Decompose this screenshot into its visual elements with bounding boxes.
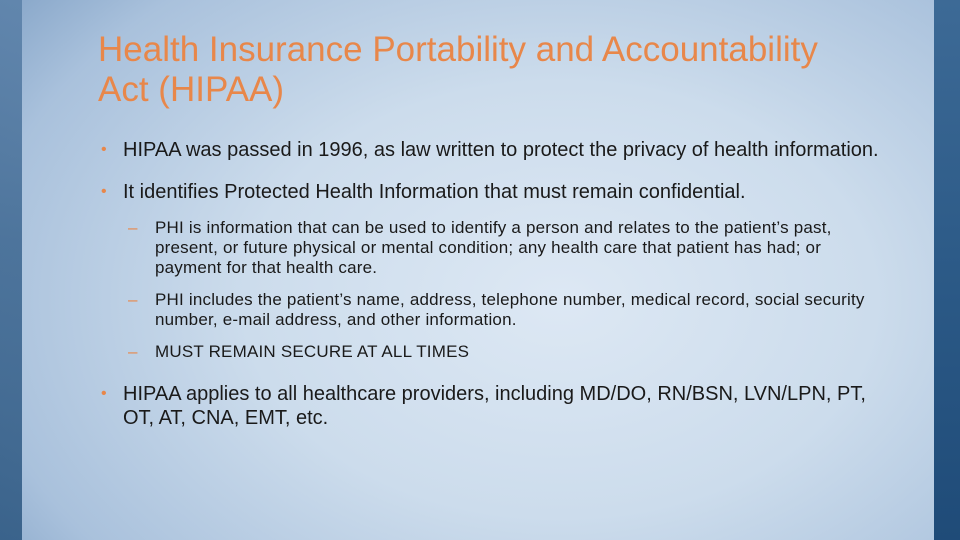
slide-body	[100, 138, 890, 448]
sub-bullet-item	[100, 218, 890, 278]
sub-bullet-marker: –	[128, 218, 138, 237]
bullet-item	[100, 382, 890, 430]
sub-bullet-text: PHI is information that can be used to identify a person and relates to the patient’s past, present, or future physical or mental condition; any health care that patient has had; or payment for that health care.	[155, 218, 832, 277]
sub-bullet-text: PHI includes the patient’s name, address, telephone number, medical record, social security number, e-mail address, and other information.	[155, 290, 865, 329]
right-edge-band	[934, 0, 960, 540]
sub-bullet-marker: –	[128, 290, 138, 309]
bullet-text: HIPAA was passed in 1996, as law written to protect the privacy of health information.	[123, 139, 879, 161]
sub-bullet-item	[100, 290, 890, 330]
sub-bullet-marker: –	[128, 342, 138, 361]
left-edge-band	[0, 0, 22, 540]
bullet-text: It identifies Protected Health Information that must remain confidential.	[123, 181, 746, 203]
sub-bullet-text: MUST REMAIN SECURE AT ALL TIMES	[155, 342, 470, 361]
bullet-item	[100, 180, 890, 204]
bullet-marker: •	[101, 385, 107, 402]
bullet-item	[100, 138, 890, 162]
bullet-marker: •	[101, 183, 107, 200]
slide-title: Health Insurance Portability and Accountability Act (HIPAA)	[98, 30, 818, 109]
bullet-marker: •	[101, 141, 107, 158]
sub-bullet-item	[100, 342, 890, 362]
sub-bullet-list	[100, 218, 890, 362]
bullet-text: HIPAA applies to all healthcare providers, including MD/DO, RN/BSN, LVN/LPN, PT, OT, AT, CNA, EMT, etc.	[123, 383, 866, 429]
